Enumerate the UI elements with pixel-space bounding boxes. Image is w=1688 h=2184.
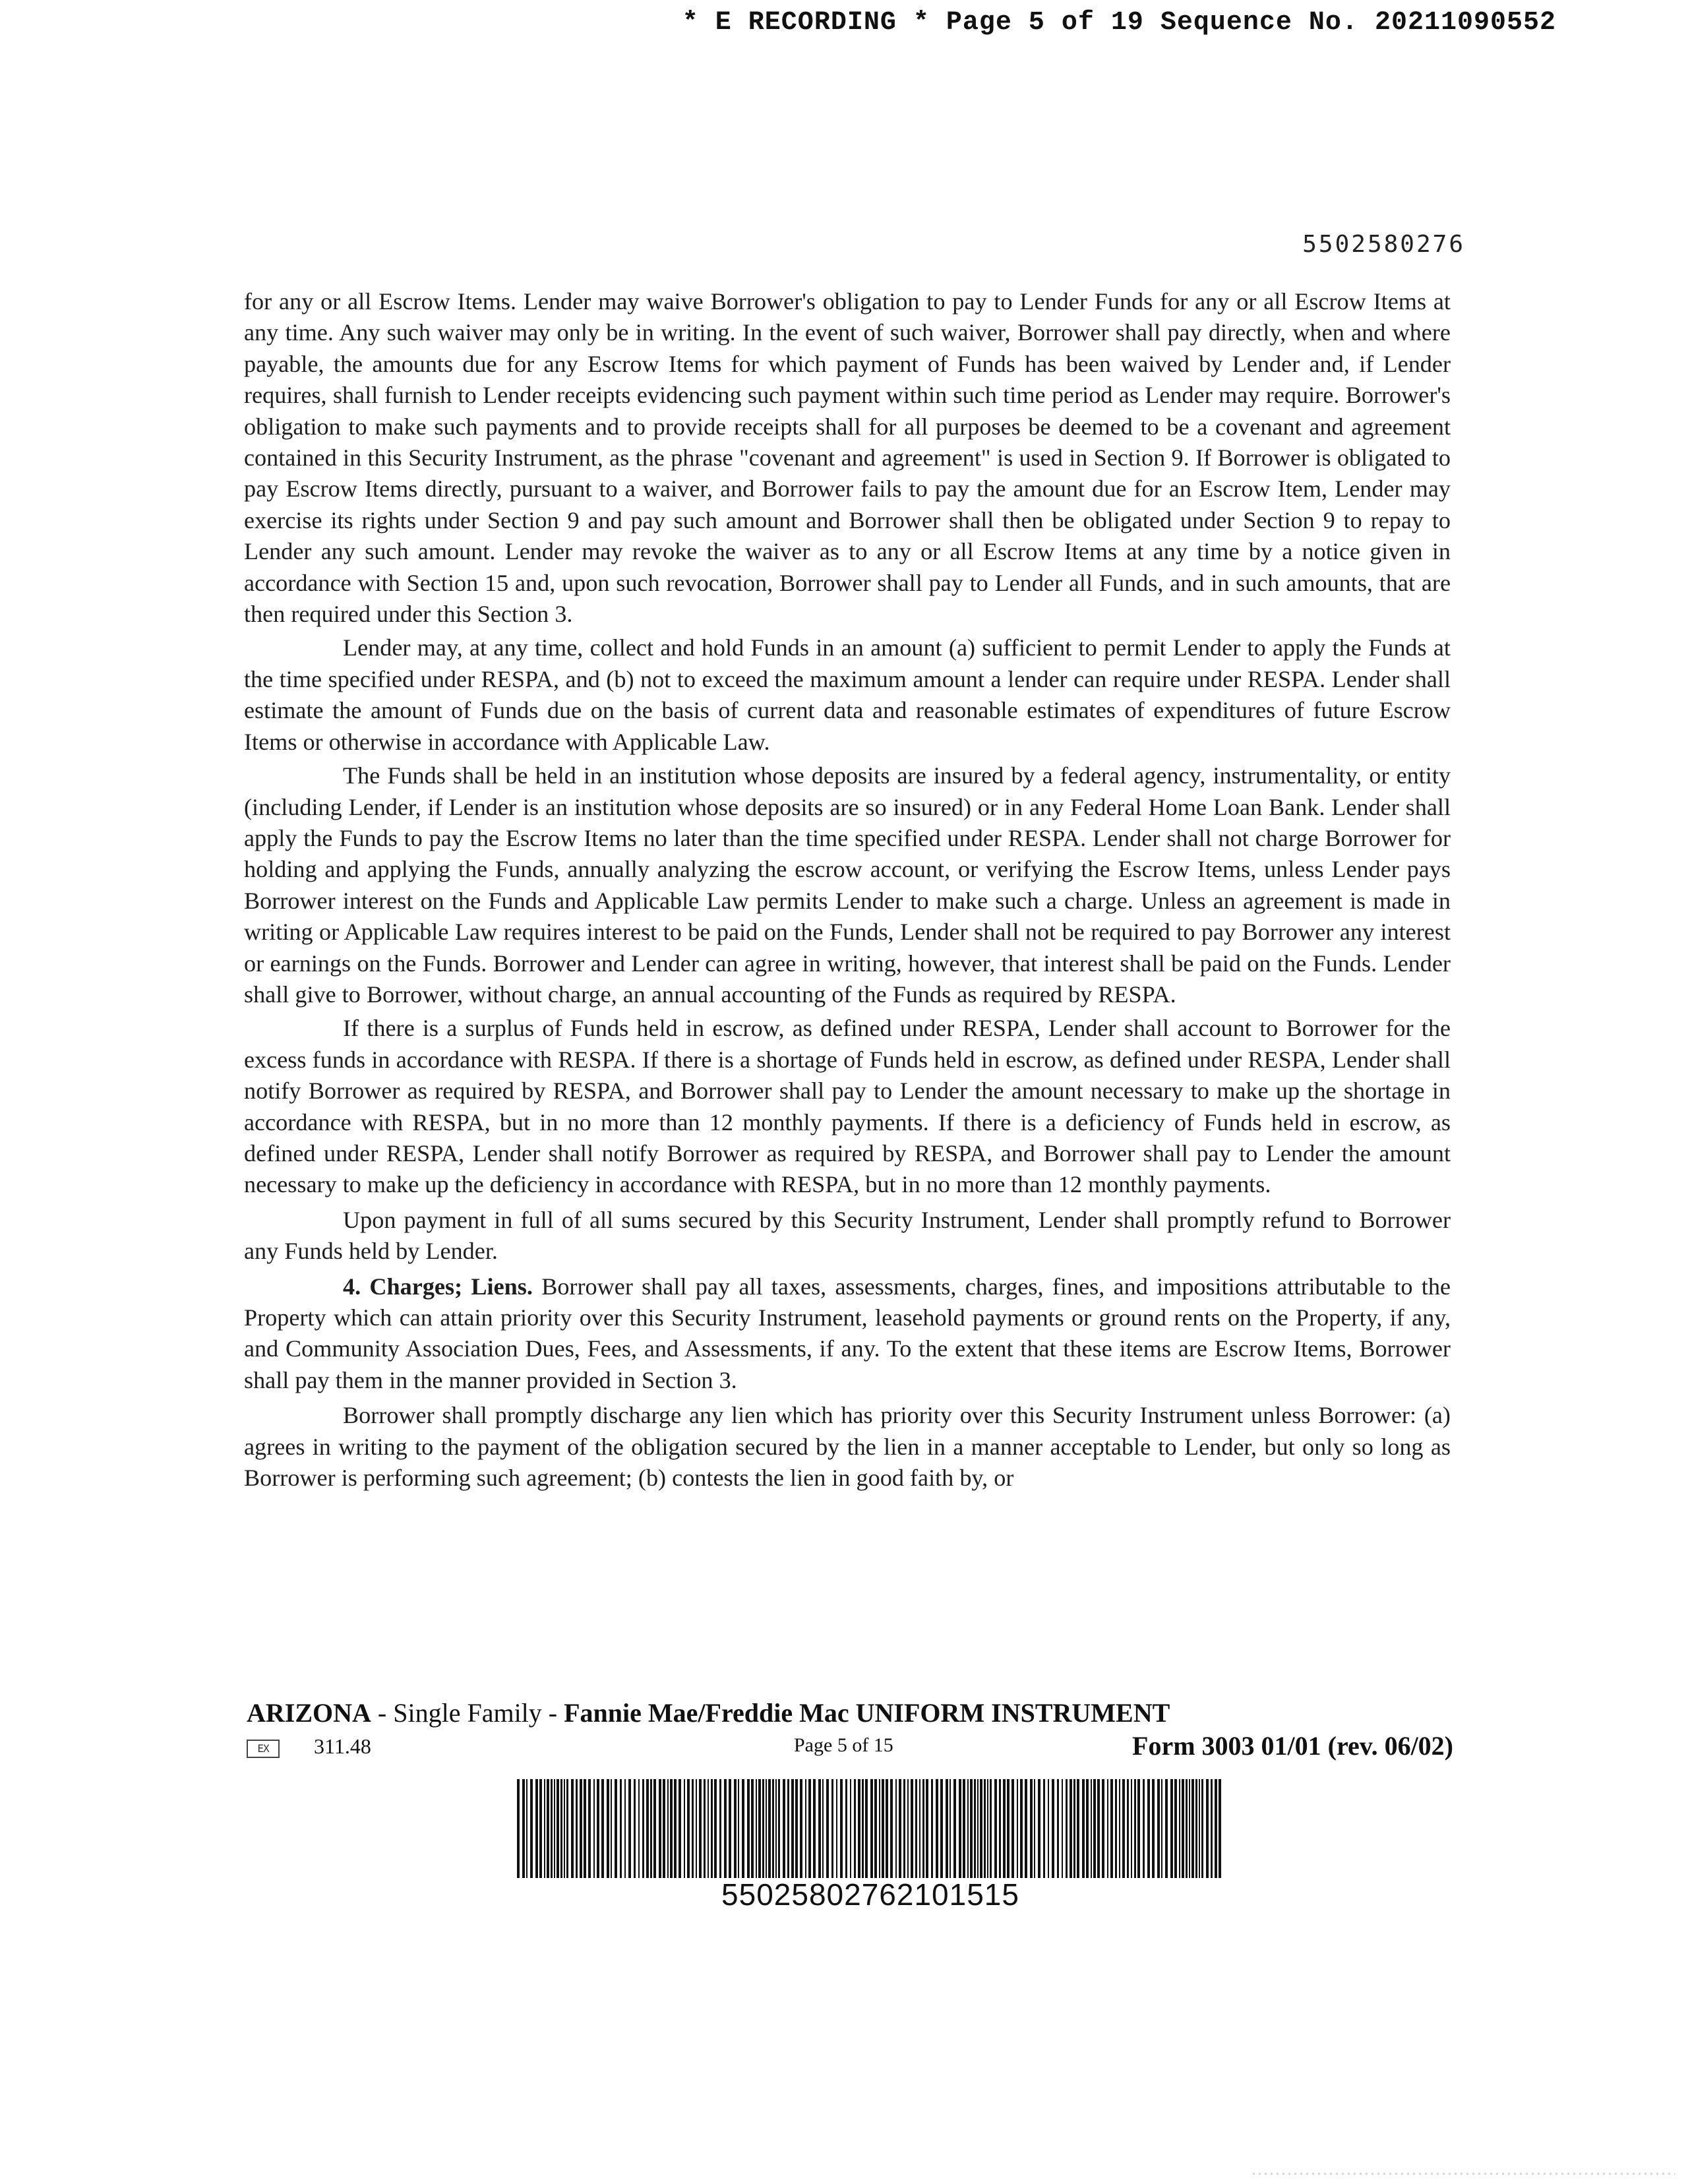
barcode-bar xyxy=(620,1779,622,1878)
section-text: Borrower shall pay all taxes, assessments, charges, fines, and impositions attributable to the Property which can attain priority over this Security Instrument, leasehold payments or ground rents on the Property, if any, and Community Association Dues, Fees, and Assessments, if any. To the extent that these items are Escrow Items, Borrower shall pay them in the manner provided in Section 3. xyxy=(244,1273,1451,1393)
barcode-bar xyxy=(714,1779,717,1878)
loan-number: 5502580276 xyxy=(1302,231,1465,258)
barcode-bar xyxy=(882,1779,884,1878)
barcode-bar xyxy=(535,1779,538,1878)
barcode-bar xyxy=(696,1779,697,1878)
barcode-bar xyxy=(611,1779,612,1878)
barcode-bar xyxy=(874,1779,877,1878)
barcode-bar xyxy=(667,1779,669,1878)
barcode-bar xyxy=(593,1779,595,1878)
barcode-bar xyxy=(560,1779,562,1878)
barcode-bar xyxy=(987,1779,988,1878)
barcode-bar xyxy=(653,1779,656,1878)
barcode-bar xyxy=(1007,1779,1010,1878)
barcode-bar xyxy=(879,1779,880,1878)
barcode-bar xyxy=(953,1779,956,1878)
barcode-bar xyxy=(1143,1779,1145,1878)
barcode-bar xyxy=(1161,1779,1162,1878)
barcode-bar xyxy=(907,1779,909,1878)
barcode-bar xyxy=(687,1779,690,1878)
barcode-bar xyxy=(1073,1779,1075,1878)
paragraph-surplus-shortage: If there is a surplus of Funds held in escrow, as defined under RESPA, Lender shall account to Borrower for the excess funds in accordance with RESPA. If there is a shortage of Funds held in escrow, as defined under RESPA, Lender shall notify Borrower as required by RESPA, and Borrower shall pay to Lender the amount necessary to make up the shortage in accordance with RESPA, but in no more than 12 monthly payments. If there is a deficiency of Funds held in escrow, as defined under RESPA, Lender shall notify Borrower as required by RESPA, and Borrower shall pay to Lender the amount necessary to make up the deficiency in accordance with RESPA, but in no more than 12 monthly payments. xyxy=(244,1015,1451,1198)
barcode-bar xyxy=(1115,1779,1117,1878)
barcode-bar xyxy=(967,1779,969,1878)
barcode-bar xyxy=(865,1779,868,1878)
barcode-bar xyxy=(699,1779,702,1878)
barcode-bar xyxy=(1017,1779,1018,1878)
ex-badge-icon: EX xyxy=(247,1740,280,1758)
barcode-bar xyxy=(580,1779,582,1878)
barcode-bar xyxy=(800,1779,802,1878)
barcode-bar xyxy=(963,1779,965,1878)
barcode-bar xyxy=(1201,1779,1203,1878)
barcode-bar xyxy=(845,1779,847,1878)
barcode-bar xyxy=(756,1779,757,1878)
recording-stamp: * E RECORDING * Page 5 of 19 Sequence No. 20211090552 xyxy=(682,8,1556,38)
barcode-bar xyxy=(551,1779,553,1878)
barcode-bar xyxy=(642,1779,644,1878)
barcode-bar xyxy=(922,1779,924,1878)
barcode-bar xyxy=(999,1779,1001,1878)
barcode-bar xyxy=(984,1779,986,1878)
barcode-bar xyxy=(719,1779,721,1878)
barcode-bar xyxy=(970,1779,973,1878)
barcode-bar xyxy=(778,1779,780,1878)
barcode-bar xyxy=(783,1779,785,1878)
barcode-bar xyxy=(1152,1779,1155,1878)
barcode-bar xyxy=(926,1779,928,1878)
barcode-bar xyxy=(659,1779,661,1878)
barcode-bar xyxy=(950,1779,951,1878)
barcode-bar xyxy=(751,1779,754,1878)
barcode-bar xyxy=(808,1779,811,1878)
barcode-bar xyxy=(1003,1779,1006,1878)
barcode-bar xyxy=(762,1779,764,1878)
barcode-bar xyxy=(708,1779,709,1878)
barcode-bar xyxy=(1025,1779,1027,1878)
barcode-bar xyxy=(1052,1779,1054,1878)
barcode-bar xyxy=(768,1779,771,1878)
barcode-bar xyxy=(1086,1779,1089,1878)
barcode-bar xyxy=(711,1779,713,1878)
barcode-bar xyxy=(678,1779,681,1878)
barcode-bar xyxy=(615,1779,617,1878)
barcode-bar xyxy=(870,1779,873,1878)
barcode-bar xyxy=(1011,1779,1014,1878)
barcode-bar xyxy=(1174,1779,1177,1878)
barcode-bar xyxy=(607,1779,609,1878)
barcode-bar xyxy=(1034,1779,1035,1878)
footer-instrument-line xyxy=(247,1697,1170,1728)
barcode-bar xyxy=(1170,1779,1173,1878)
barcode-bar xyxy=(1066,1779,1068,1878)
paragraph-refund: Upon payment in full of all sums secured by this Security Instrument, Lender shall promptly refund to Borrower any Funds held by Lender. xyxy=(244,1206,1451,1265)
barcode-bar xyxy=(729,1779,731,1878)
barcode-bar xyxy=(758,1779,761,1878)
barcode-bar xyxy=(1038,1779,1040,1878)
barcode-bar xyxy=(1077,1779,1079,1878)
barcode-bar xyxy=(742,1779,744,1878)
barcode-bar xyxy=(526,1779,528,1878)
barcode-bar xyxy=(940,1779,943,1878)
barcode-bar xyxy=(899,1779,901,1878)
barcode-bar xyxy=(1097,1779,1100,1878)
barcode-bar xyxy=(795,1779,798,1878)
barcode-bar xyxy=(1182,1779,1184,1878)
barcode-bar xyxy=(1093,1779,1096,1878)
barcode-bar xyxy=(1134,1779,1136,1878)
footer-instrument: Fannie Mae/Freddie Mac UNIFORM INSTRUMENT xyxy=(564,1698,1170,1728)
barcode-bar xyxy=(840,1779,843,1878)
barcode-bar xyxy=(919,1779,920,1878)
barcode-bar xyxy=(634,1779,636,1878)
barcode-bar xyxy=(522,1779,525,1878)
barcode-bar xyxy=(936,1779,938,1878)
barcode-bar xyxy=(1157,1779,1160,1878)
barcode-number: 55025802762101515 xyxy=(721,1877,1019,1912)
page-number: Page 5 of 15 xyxy=(794,1734,893,1756)
barcode-bar xyxy=(564,1779,565,1878)
barcode-bar xyxy=(576,1779,578,1878)
barcode-bar xyxy=(646,1779,649,1878)
barcode-bar xyxy=(628,1779,631,1878)
barcode-bar xyxy=(1206,1779,1209,1878)
barcode-bar xyxy=(597,1779,599,1878)
barcode-bar xyxy=(704,1779,706,1878)
barcode-bar xyxy=(1219,1779,1221,1878)
barcode-bar xyxy=(624,1779,626,1878)
section-heading: 4. Charges; Liens. xyxy=(343,1273,533,1300)
barcode-bar xyxy=(650,1779,652,1878)
footer-state: ARIZONA xyxy=(247,1698,371,1728)
barcode-bar xyxy=(1127,1779,1129,1878)
barcode-bar xyxy=(772,1779,774,1878)
barcode-bar xyxy=(1070,1779,1072,1878)
barcode-bar xyxy=(959,1779,961,1878)
barcode-bar xyxy=(1048,1779,1049,1878)
barcode-bar xyxy=(1043,1779,1045,1878)
barcode-bar xyxy=(766,1779,767,1878)
barcode-bar xyxy=(858,1779,860,1878)
barcode-bar xyxy=(836,1779,837,1878)
barcode-bar xyxy=(911,1779,913,1878)
paragraph-escrow-waiver: for any or all Escrow Items. Lender may waive Borrower's obligation to pay to Lender Funds for any or all Escrow Items at any time. Any such waiver may only be in writing. In the event of such waiver, Borrower shall pay directly, when and where payable, the amounts due for any Escrow Items for which payment of Funds has been waived by Lender and, if Lender requires, shall furnish to Lender receipts evidencing such payment within such time period as Lender may require. Borrower's obligation to make such payments and to provide receipts shall for all purposes be deemed to be a covenant and agreement contained in this Security Instrument, as the phrase "covenant and agreement" is used in Section 9. If Borrower is obligated to pay Escrow Items directly, pursuant to a waiver, and Borrower fails to pay the amount due for an Escrow Item, Lender may exercise its rights under Section 9 and pay such amount and Borrower shall then be obligated under Section 9 to repay to Lender any such amount. Lender may revoke the waiver as to any or all Escrow Items at any time by a notice given in accordance with Section 15 and, upon such revocation, Borrower shall pay to Lender all Funds, and in such amounts, that are then required under this Section 3. xyxy=(244,288,1451,628)
barcode-bar xyxy=(1107,1779,1108,1878)
barcode-bar xyxy=(566,1779,568,1878)
barcode-bar xyxy=(692,1779,694,1878)
barcode-bar xyxy=(818,1779,821,1878)
barcode-bar xyxy=(557,1779,559,1878)
barcode-bar xyxy=(547,1779,549,1878)
barcode-bar xyxy=(990,1779,992,1878)
barcode-bar xyxy=(980,1779,982,1878)
paragraph-discharge-lien: Borrower shall promptly discharge any lien which has priority over this Security Instrument unless Borrower: (a) agrees in writing to the payment of the obligation secured by the lien in a manner acceptable to Lender, but only so long as Borrower is performing such agreement; (b) contests the lien in good faith by, or xyxy=(244,1402,1451,1492)
barcode-bar xyxy=(539,1779,542,1878)
barcode-bar xyxy=(517,1779,520,1878)
document-body xyxy=(244,286,1451,1496)
barcode-bar xyxy=(1191,1779,1194,1878)
barcode-bar xyxy=(895,1779,897,1878)
barcode-bar xyxy=(1020,1779,1023,1878)
barcode-bar xyxy=(1215,1779,1217,1878)
barcode-bar xyxy=(813,1779,816,1878)
barcode-bar xyxy=(670,1779,673,1878)
barcode-bar xyxy=(854,1779,856,1878)
barcode-bar xyxy=(734,1779,737,1878)
barcode-bar xyxy=(886,1779,888,1878)
barcode-bar xyxy=(1122,1779,1125,1878)
barcode-bar xyxy=(747,1779,750,1878)
barcode-bar xyxy=(1179,1779,1180,1878)
paragraph-collect-funds: Lender may, at any time, collect and hold Funds in an amount (a) sufficient to permit Lender to apply the Funds at the time specified under RESPA, and (b) not to exceed the maximum amount a lender can require under RESPA. Lender shall estimate the amount of Funds due on the basis of current data and reasonable estimates of expenditures of future Escrow Items or otherwise in accordance with Applicable Law. xyxy=(244,634,1451,755)
barcode-bar xyxy=(994,1779,997,1878)
barcode xyxy=(514,1779,1226,1878)
barcode-bar xyxy=(787,1779,789,1878)
barcode-bar xyxy=(775,1779,777,1878)
footer-family: - Single Family - xyxy=(371,1698,564,1728)
barcode-bar xyxy=(862,1779,864,1878)
scan-artifact xyxy=(1253,2173,1675,2175)
barcode-bar xyxy=(805,1779,806,1878)
barcode-bar xyxy=(946,1779,948,1878)
form-code: 311.48 xyxy=(314,1734,371,1758)
barcode-bar xyxy=(822,1779,824,1878)
barcode-bar xyxy=(1137,1779,1140,1878)
barcode-bar xyxy=(1062,1779,1063,1878)
barcode-bar xyxy=(1189,1779,1190,1878)
barcode-bar xyxy=(638,1779,640,1878)
barcode-bar xyxy=(974,1779,976,1878)
barcode-bar xyxy=(931,1779,933,1878)
barcode-bar xyxy=(850,1779,851,1878)
paragraph-funds-held: The Funds shall be held in an institution whose deposits are insured by a federal agency, instrumentality, or entity (including Lender, if Lender is an institution whose deposits are so insured) or in any Federal Home Loan Bank. Lender shall apply the Funds to pay the Escrow Items no later than the time specified under RESPA. Lender shall not charge Borrower for holding and applying the Funds, annually analyzing the escrow account, or verifying the Escrow Items, unless Lender pays Borrower interest on the Funds and Applicable Law permits Lender to make such a charge. Unless an agreement is made in writing or Applicable Law requires interest to be paid on the Funds, Lender shall not be required to pay Borrower any interest or earnings on the Funds. Borrower and Lender can agree in writing, however, that interest shall be paid on the Funds. Lender shall give to Borrower, without charge, an annual accounting of the Funds as required by RESPA. xyxy=(244,762,1451,1008)
barcode-bar xyxy=(724,1779,727,1878)
footer-form-line xyxy=(247,1731,1453,1767)
barcode-bar xyxy=(588,1779,591,1878)
barcode-bar xyxy=(1102,1779,1104,1878)
barcode-bar xyxy=(1147,1779,1150,1878)
barcode-bar xyxy=(1195,1779,1197,1878)
barcode-bar xyxy=(915,1779,917,1878)
barcode-bar xyxy=(826,1779,829,1878)
barcode-bar xyxy=(1110,1779,1113,1878)
barcode-bar xyxy=(544,1779,545,1878)
barcode-bar xyxy=(1082,1779,1085,1878)
barcode-bar xyxy=(1165,1779,1168,1878)
barcode-bar xyxy=(738,1779,739,1878)
barcode-bar xyxy=(530,1779,533,1878)
barcode-bar xyxy=(1199,1779,1200,1878)
barcode-bar xyxy=(1030,1779,1033,1878)
form-number: Form 3003 01/01 (rev. 06/02) xyxy=(1132,1731,1453,1761)
barcode-bar xyxy=(1057,1779,1059,1878)
barcode-bar xyxy=(554,1779,555,1878)
barcode-bar xyxy=(1186,1779,1188,1878)
barcode-bar xyxy=(571,1779,574,1878)
paragraph-charges-liens xyxy=(244,1271,1451,1397)
barcode-bar xyxy=(1211,1779,1213,1878)
barcode-bar xyxy=(977,1779,979,1878)
barcode-bar xyxy=(584,1779,586,1878)
barcode-bar xyxy=(684,1779,685,1878)
barcode-bar xyxy=(1091,1779,1092,1878)
barcode-bar xyxy=(890,1779,893,1878)
barcode-bar xyxy=(831,1779,833,1878)
barcode-bar xyxy=(1119,1779,1120,1878)
barcode-bar xyxy=(601,1779,604,1878)
barcode-bar xyxy=(674,1779,677,1878)
barcode-bar xyxy=(903,1779,905,1878)
barcode-bar xyxy=(663,1779,665,1878)
barcode-bar xyxy=(791,1779,794,1878)
barcode-bar xyxy=(1131,1779,1132,1878)
